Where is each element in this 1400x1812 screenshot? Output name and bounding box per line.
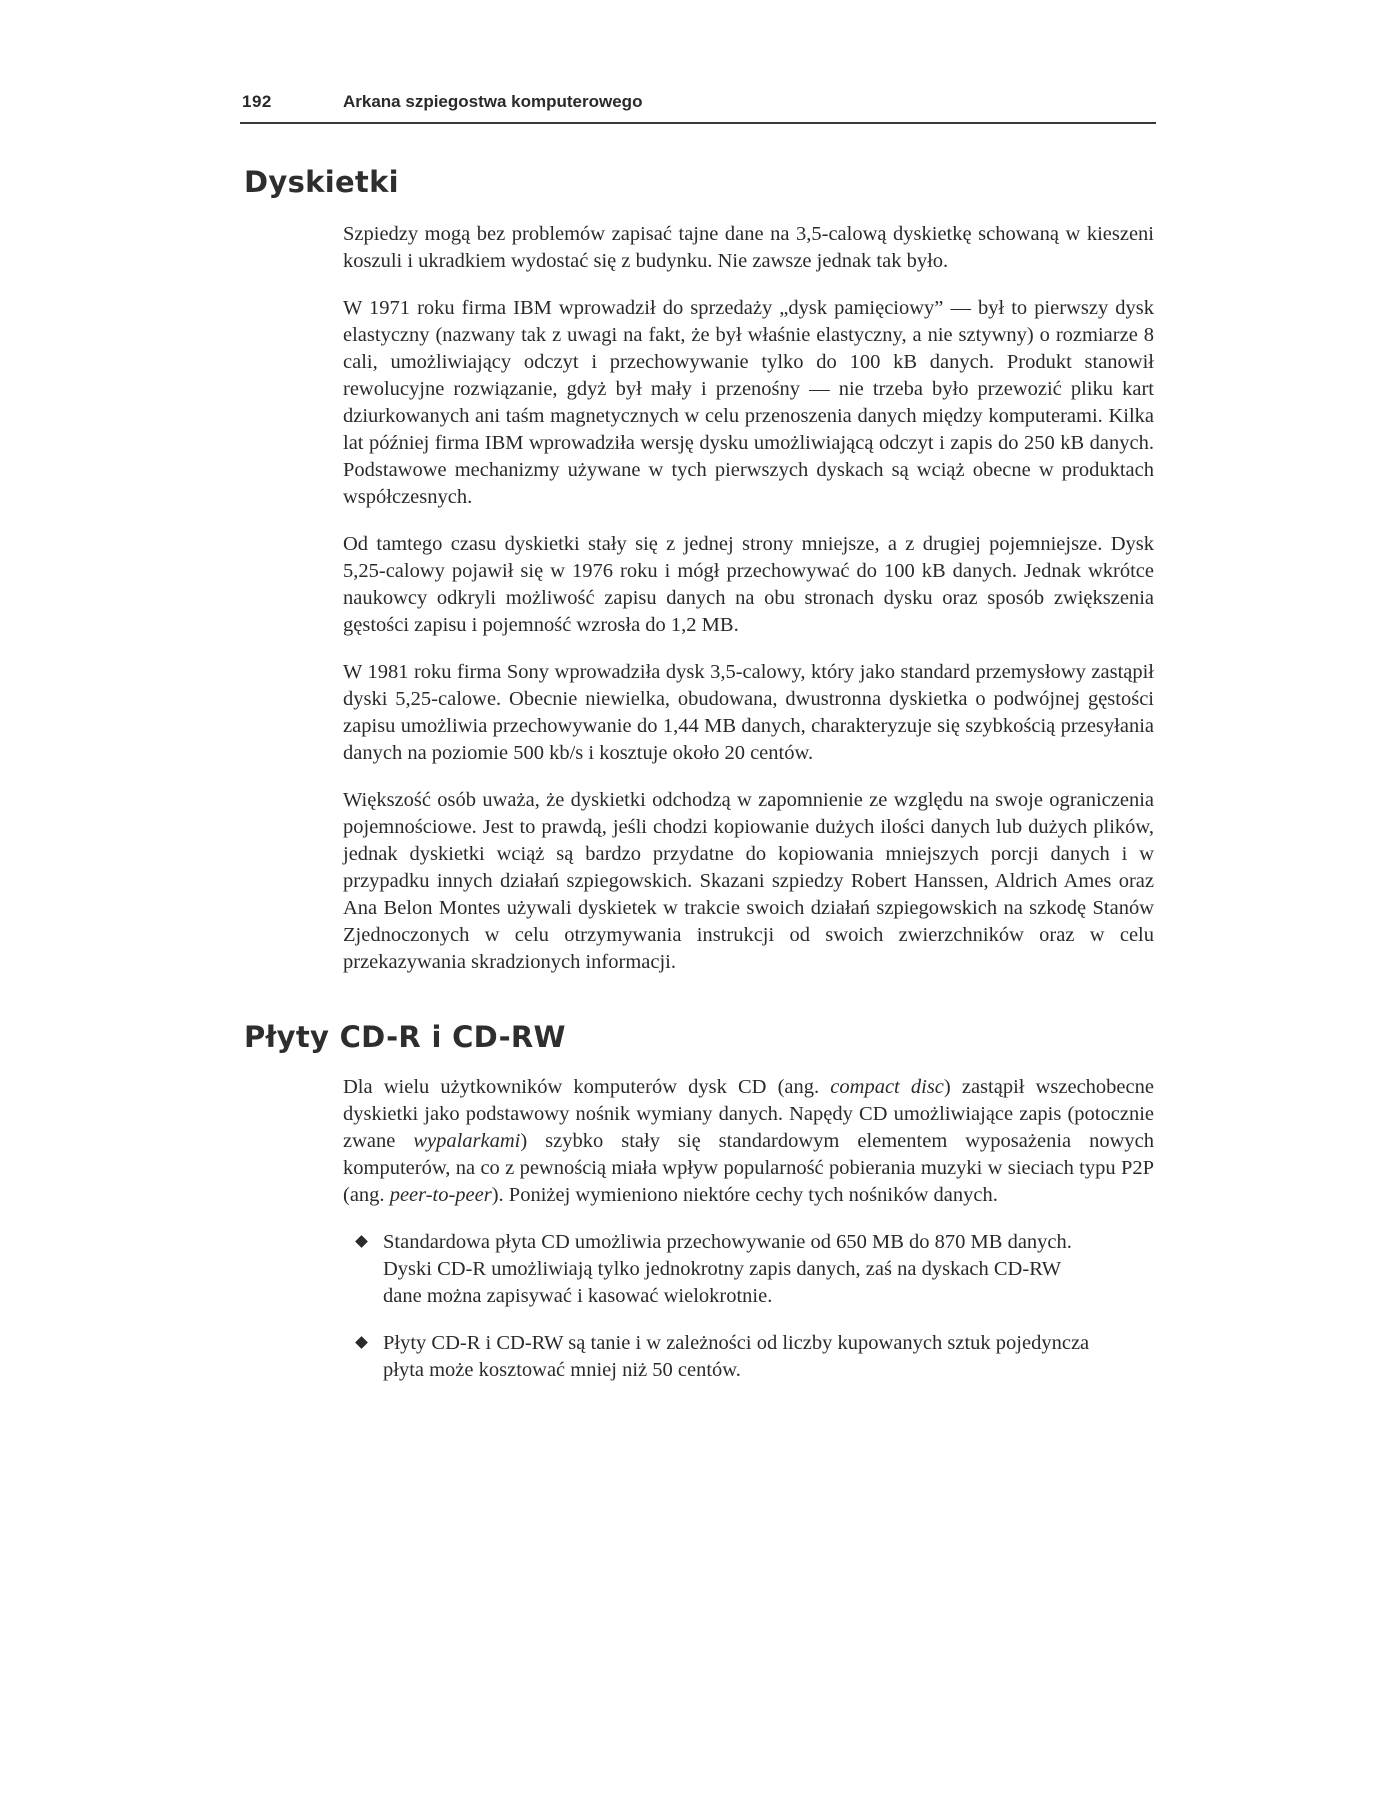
paragraph: W 1971 roku firma IBM wprowadził do sprzedaży „dysk pamięciowy” — był to pierwszy dysk elastyczny (nazwany tak z uwagi na fakt, że był właśnie elastyczny, a nie sztywny) o rozmiarze 8 cali, umożliwiający odczyt i przechowywanie tylko do 100 kB danych. Produkt stanowił rewolucyjne rozwiązanie, gdyż był mały i przenośny — nie trzeba było przewozić pliku kart dziurkowanych ani taśm magnetycznych w celu przenoszenia danych między komputerami. Kilka lat później firma IBM wprowadziła wersję dysku umożliwiającą odczyt i zapis do 250 kB danych. Podstawowe mechanizmy używane w tych pierwszych dyskach są wciąż obecne w produktach współczesnych.	[343, 297, 1154, 508]
section-body-plyty-cd	[343, 1074, 1154, 1404]
paragraph: W 1981 roku firma Sony wprowadziła dysk 3,5-calowy, który jako standard przemysłowy zastąpił dyski 5,25-calowe. Obecnie niewielka, obudowana, dwustronna dyskietka o podwójnej gęstości zapisu umożliwia przechowywanie do 1,44 MB danych, charakteryzuje się szybkością przesyłania danych na poziomie 500 kb/s i kosztuje około 20 centów.	[343, 661, 1154, 764]
list-item	[343, 1330, 1098, 1384]
list-item	[343, 1229, 1098, 1310]
paragraph: Szpiedzy mogą bez problemów zapisać tajne dane na 3,5-calową dyskietkę schowaną w kieszeni koszuli i ukradkiem wydostać się z budynku. Nie zawsze jednak tak było.	[343, 223, 1154, 272]
intro-text: ). Poniżej wymieniono niektóre cechy tych nośników danych.	[491, 1184, 998, 1206]
paragraph-intro	[343, 1074, 1154, 1209]
page-header	[240, 92, 1156, 124]
intro-term: wypalarkami	[413, 1130, 521, 1152]
intro-text: Dla wielu użytkowników komputerów dysk CD (ang.	[343, 1076, 831, 1098]
diamond-bullet-icon	[355, 1235, 368, 1248]
intro-text: ) szybko stały się standardowym elementem wyposażenia nowych komputerów, na co z pewnością miała wpływ popularność pobierania muzyki w sieciach typu P2P (ang.	[343, 1130, 1154, 1206]
intro-term: peer-to-peer	[389, 1184, 492, 1206]
intro-text: ) zastąpił wszechobecne dyskietki jako podstawowy nośnik wymiany danych. Napędy CD umożliwiające zapis (potocznie zwane	[343, 1076, 1154, 1152]
paragraph: Od tamtego czasu dyskietki stały się z jednej strony mniejsze, a z drugiej pojemniejsze. Dysk 5,25-calowy pojawił się w 1976 roku i mógł przechowywać do 100 kB danych. Jednak wkrótce naukowcy odkryli możliwość zapisu danych na obu stronach dysku oraz sposób zwiększenia gęstości zapisu i pojemność wzrosła do 1,2 MB.	[343, 533, 1154, 636]
list-item-text: Płyty CD-R i CD-RW są tanie i w zależności od liczby kupowanych sztuk pojedyncza płyta może kosztować mniej niż 50 centów.	[383, 1332, 1090, 1381]
page-number: 192	[242, 92, 272, 111]
section-body-dyskietki	[343, 221, 1154, 996]
running-title: Arkana szpiegostwa komputerowego	[343, 92, 643, 111]
bullet-list	[343, 1229, 1154, 1384]
paragraph: Większość osób uważa, że dyskietki odchodzą w zapomnienie ze względu na swoje ograniczenia pojemnościowe. Jest to prawdą, jeśli chodzi kopiowanie dużych ilości danych lub dużych plików, jednak dyskietki wciąż są bardzo przydatne do kopiowania mniejszych porcji danych i w przypadku innych działań szpiegowskich. Skazani szpiedzy Robert Hanssen, Aldrich Ames oraz Ana Belon Montes używali dyskietek w trakcie swoich działań szpiegowskich na szkodę Stanów Zjednoczonych w celu otrzymywania instrukcji od swoich zwierzchników oraz w celu przekazywania skradzionych informacji.	[343, 789, 1154, 973]
list-item-text: Standardowa płyta CD umożliwia przechowywanie od 650 MB do 870 MB danych. Dyski CD-R umożliwiają tylko jednokrotny zapis danych, zaś na dyskach CD-RW dane można zapisywać i kasować wielokrotnie.	[383, 1231, 1072, 1307]
diamond-bullet-icon	[355, 1336, 368, 1349]
section-heading-dyskietki: Dyskietki	[244, 165, 399, 199]
intro-term: compact disc	[830, 1076, 944, 1098]
section-heading-plyty-cd: Płyty CD-R i CD-RW	[244, 1020, 566, 1054]
